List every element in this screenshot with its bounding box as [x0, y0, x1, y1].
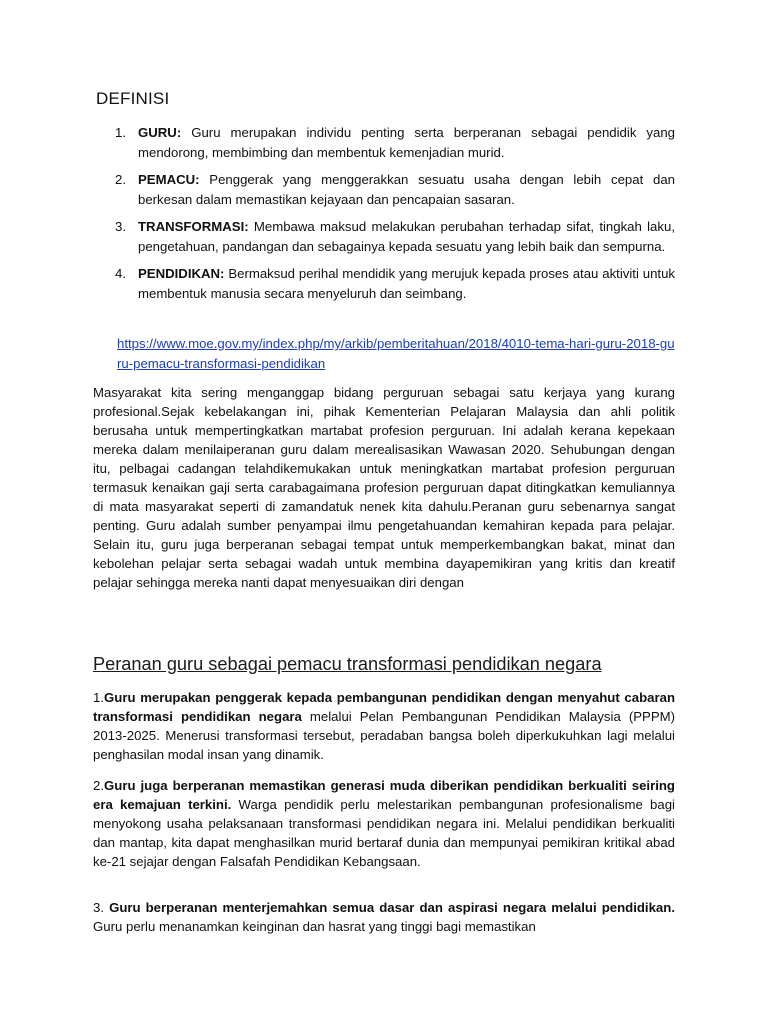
point-text: Guru perlu menanamkan keinginan dan hasrat yang tinggi bagi memastikan	[93, 919, 536, 934]
point-paragraph	[93, 688, 675, 764]
point-bold-text: Guru merupakan penggerak kepada pembangunan pendidikan dengan menyahut cabaran transformasi pendidikan negara	[93, 690, 675, 724]
source-link[interactable]: https://www.moe.gov.my/index.php/my/arkib/pemberitahuan/2018/4010-tema-hari-guru-2018-guru-pemacu-transformasi-pendidikan	[117, 336, 675, 371]
point-number: 1.	[93, 690, 104, 705]
definition-item	[93, 264, 675, 303]
definition-item	[93, 217, 675, 256]
point-number: 3.	[93, 900, 110, 915]
point-text: melalui Pelan Pembangunan Pendidikan Malaysia (PPPM) 2013-2025. Menerusi transformasi tersebut, peradaban bangsa boleh diperkukuhkan lagi melalui penghasilan modal insan yang dinamik.	[93, 709, 675, 762]
intro-paragraph: Masyarakat kita sering menganggap bidang perguruan sebagai satu kerjaya yang kurang profesional.Sejak kebelakangan ini, pihak Kementerian Pelajaran Malaysia dan ahli politik berusaha untuk mempertingkatkan martabat profesion perguruan. Ini adalah kerana kepekaan mereka dalam menilaiperanan guru dalam merealisasikan Wawasan 2020. Sehubungan dengan itu, pelbagai cadangan telahdikemukakan untuk meningkatkan martabat profesion perguruan termasuk kenaikan gaji serta carabagaimana profesion perguruan dapat ditingkatkan kemuliannya di mata masyarakat seperti di zamandatuk nenek kita dahulu.Peranan guru sebenarnya sangat penting. Guru adalah sumber penyampai ilmu pengetahuandan kemahiran kepada para pelajar. Selain itu, guru juga berperanan sebagai tempat untuk memperkembangkan bakat, minat dan kebolehan pelajar serta sebagai wadah untuk membina dayapemikiran yang kritis dan kreatif pelajar sehingga mereka nanti dapat menyesuaikan diri dengan	[93, 385, 675, 590]
definitions-list	[93, 123, 675, 311]
point-paragraph	[93, 898, 675, 936]
definition-number: 4.	[115, 266, 126, 281]
definition-item	[93, 170, 675, 209]
point-bold-text: Guru berperanan menterjemahkan semua dasar dan aspirasi negara melalui pendidikan.	[109, 900, 675, 915]
point-number: 2.	[93, 778, 104, 793]
definition-term: GURU:	[138, 125, 182, 140]
definition-text: Membawa maksud melakukan perubahan terhadap sifat, tingkah laku, pengetahuan, pandangan dan sebagainya kepada sesuatu yang lebih baik dan sempurna.	[138, 219, 675, 254]
definition-term: PENDIDIKAN:	[138, 266, 225, 281]
point-paragraph	[93, 776, 675, 871]
definition-text: Bermaksud perihal mendidik yang merujuk kepada proses atau aktiviti untuk membentuk manusia secara menyeluruh dan seimbang.	[138, 266, 675, 301]
definition-text: Guru merupakan individu penting serta berperanan sebagai pendidik yang mendorong, membimbing dan membentuk kemenjadian murid.	[138, 125, 675, 160]
point-text: Warga pendidik perlu melestarikan pembangunan profesionalisme bagi menyokong usaha pelaksanaan transformasi pendidikan negara ini. Melalui pendidikan berkualiti dan mantap, kita dapat menghasilkan murid bertaraf dunia dan mempunyai pemikiran kritikal abad ke-21 sejajar dengan Falsafah Pendidikan Kebangsaan.	[93, 797, 675, 869]
definition-item	[93, 123, 675, 162]
definition-text: Penggerak yang menggerakkan sesuatu usaha dengan lebih cepat dan berkesan dalam memastikan kejayaan dan pencapaian sasaran.	[138, 172, 675, 207]
definition-number: 2.	[115, 172, 126, 187]
definition-term: PEMACU:	[138, 172, 200, 187]
point-bold-text: Guru juga berperanan memastikan generasi muda diberikan pendidikan berkualiti seiring era kemajuan terkini.	[93, 778, 675, 812]
definition-term: TRANSFORMASI:	[138, 219, 249, 234]
definition-number: 1.	[115, 125, 126, 140]
definition-number: 3.	[115, 219, 126, 234]
section-title: Peranan guru sebagai pemacu transformasi pendidikan negara	[93, 654, 602, 674]
page-heading: DEFINISI	[96, 89, 170, 108]
